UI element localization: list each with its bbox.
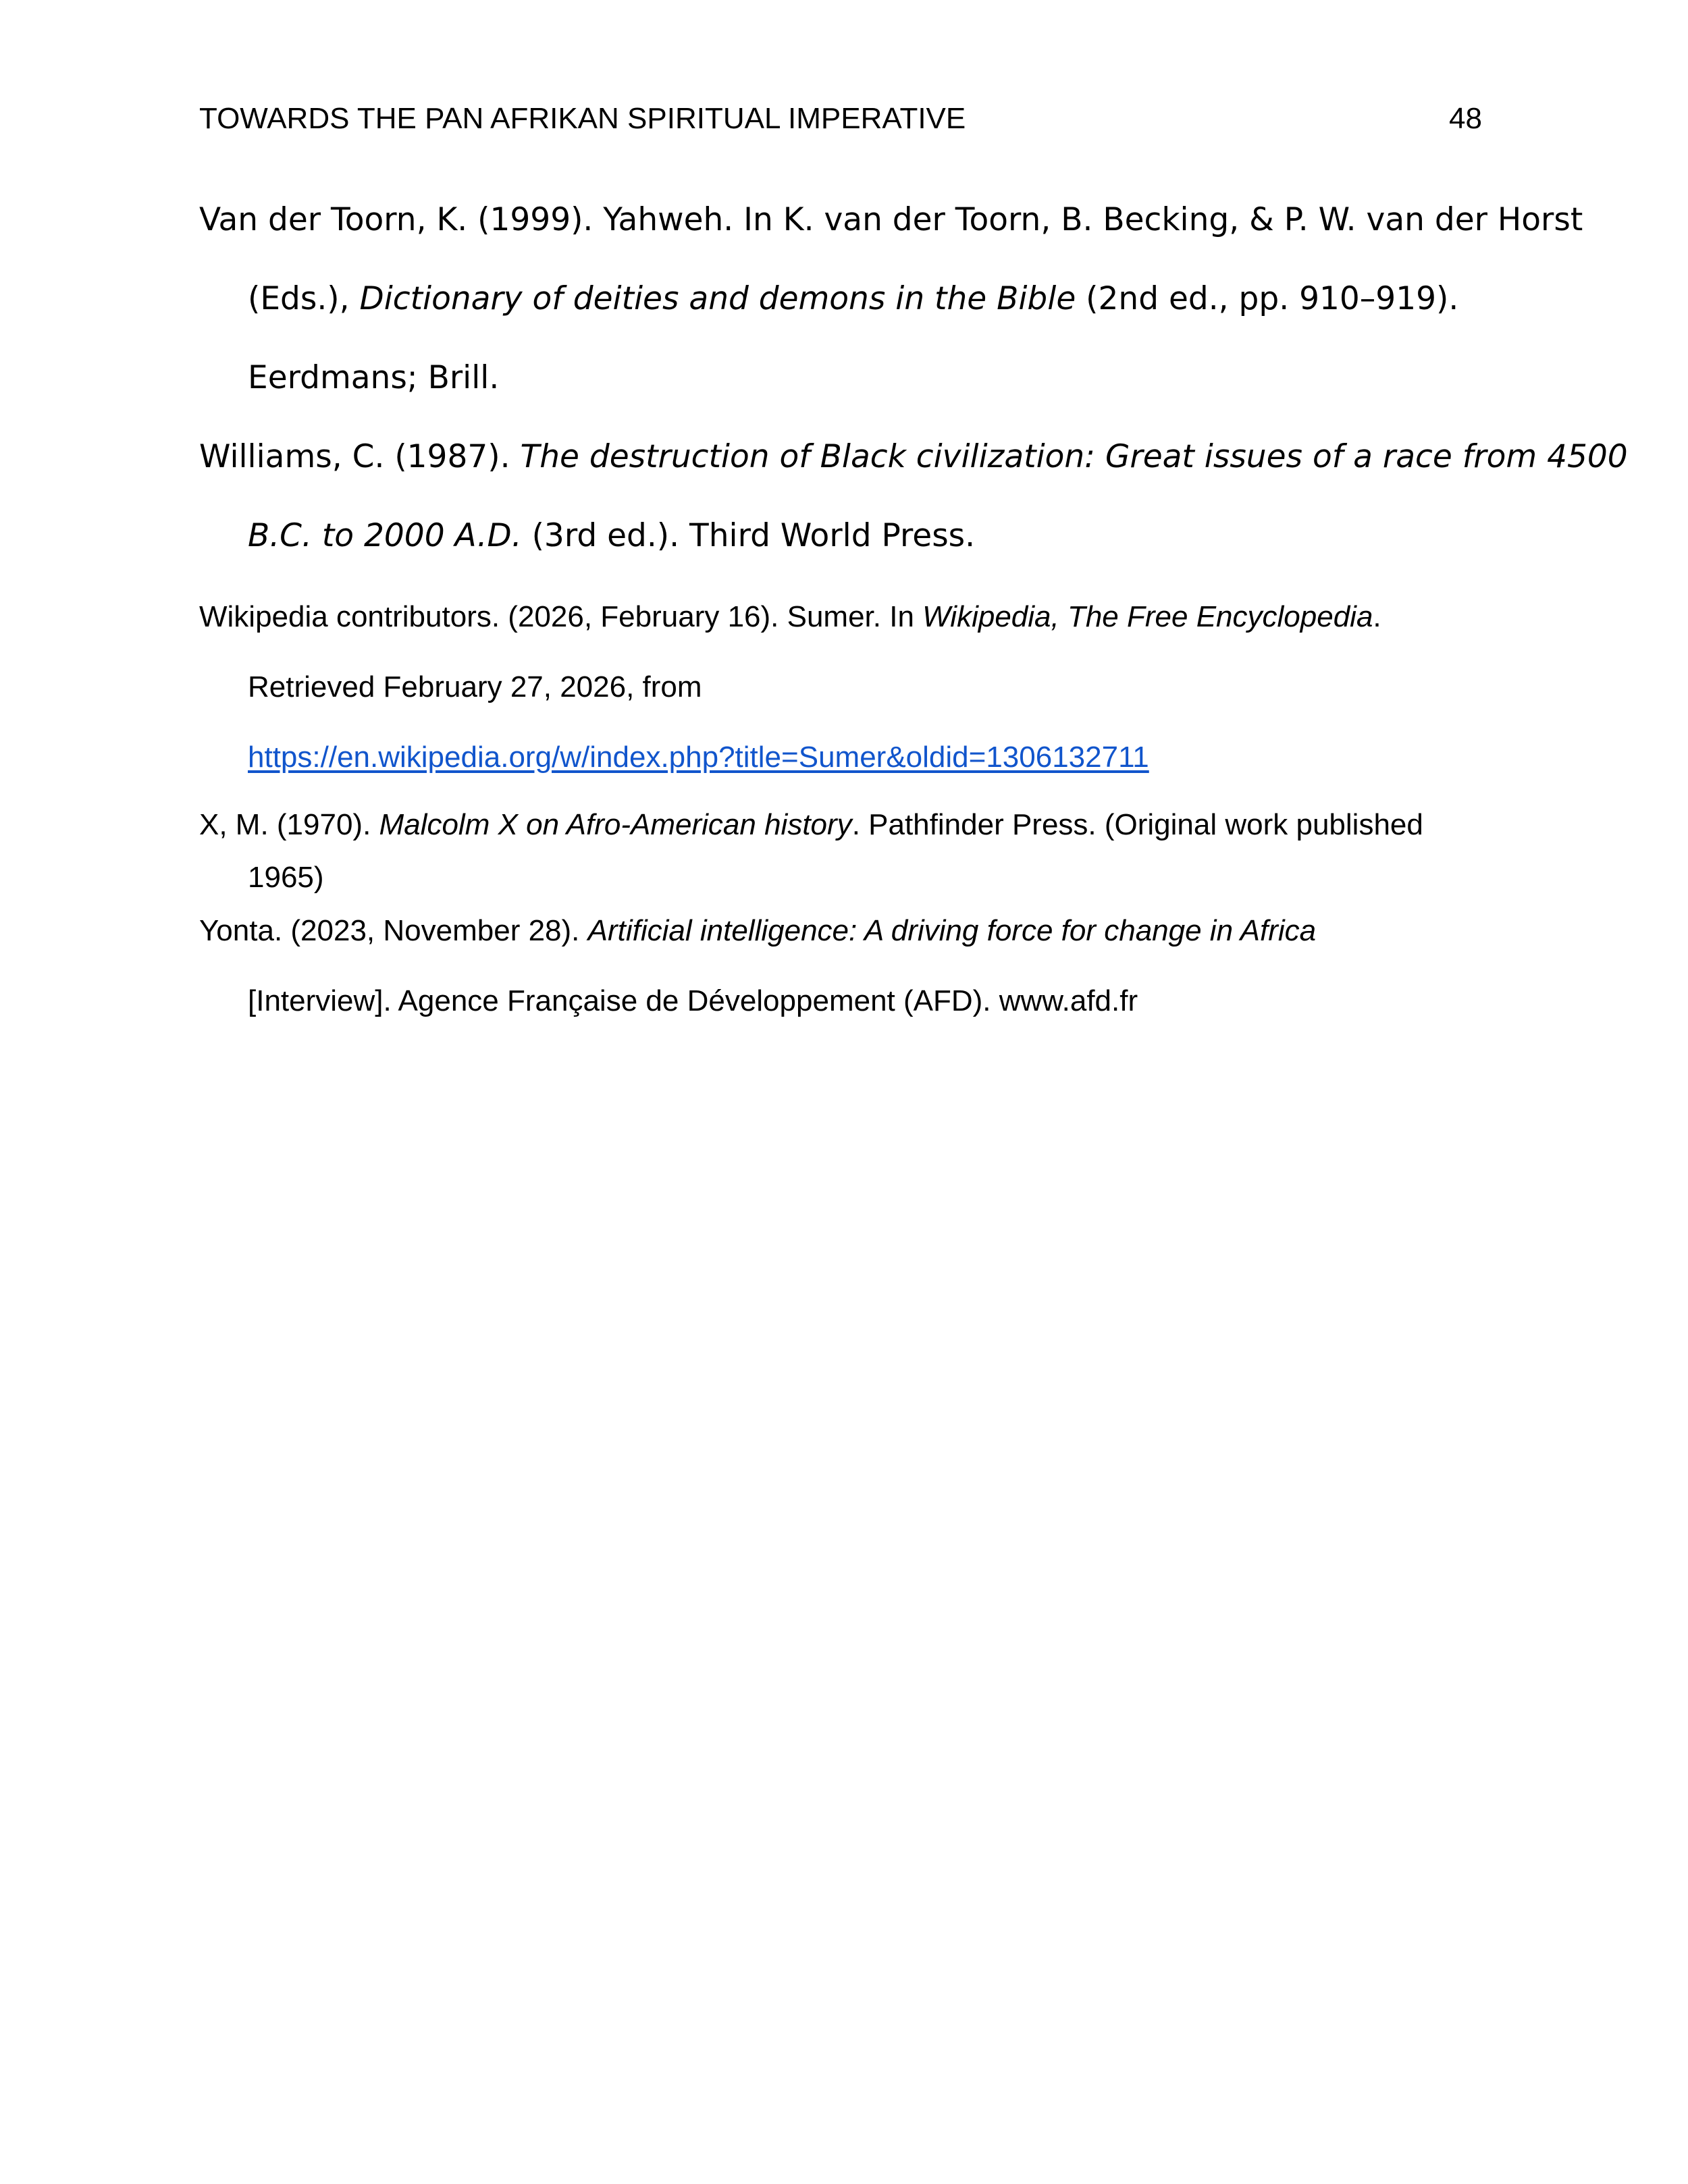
reference-text: Yonta. (2023, November 28). bbox=[199, 914, 588, 947]
reference-text: X, M. (1970). bbox=[199, 808, 379, 841]
reference-line bbox=[248, 966, 1138, 1036]
reference-line bbox=[199, 180, 1583, 259]
reference-text: Eerdmans; Brill. bbox=[248, 359, 500, 396]
running-head: TOWARDS THE PAN AFRIKAN SPIRITUAL IMPERATIVE bbox=[199, 102, 966, 135]
reference-title: B.C. to 2000 A.D. bbox=[248, 517, 522, 554]
reference-text: (3rd ed.). Third World Press. bbox=[521, 517, 976, 554]
page-header bbox=[199, 99, 1482, 139]
reference-line bbox=[248, 722, 1149, 793]
reference-text: . bbox=[1373, 600, 1381, 633]
reference-line bbox=[199, 582, 1381, 652]
reference-title: Wikipedia, The Free Encyclopedia bbox=[922, 600, 1373, 633]
reference-line bbox=[199, 896, 1316, 966]
wikipedia-url-link[interactable]: https://en.wikipedia.org/w/index.php?title=Sumer&oldid=1306132711 bbox=[248, 741, 1149, 774]
reference-vandertoorn bbox=[199, 180, 1583, 417]
reference-text: Williams, C. (1987). bbox=[199, 438, 521, 475]
reference-line bbox=[248, 259, 1458, 338]
reference-line bbox=[248, 652, 702, 722]
reference-text: (2nd ed., pp. 910–919). bbox=[1076, 280, 1459, 317]
reference-line bbox=[248, 496, 975, 575]
page-number: 48 bbox=[1449, 102, 1482, 135]
reference-text: (Eds.), bbox=[248, 280, 360, 317]
reference-title: Artificial intelligence: A driving force for change in Africa bbox=[587, 914, 1317, 947]
reference-text: . Pathfinder Press. (Original work published bbox=[851, 808, 1423, 841]
reference-text: Van der Toorn, K. (1999). Yahweh. In K. van der Toorn, B. Becking, & P. W. van der Horst bbox=[199, 201, 1583, 238]
reference-wikipedia bbox=[199, 582, 1496, 793]
reference-line bbox=[199, 799, 1423, 851]
reference-title: Dictionary of deities and demons in the Bible bbox=[359, 280, 1076, 317]
reference-line bbox=[199, 417, 1628, 496]
reference-text: Retrieved February 27, 2026, from bbox=[248, 670, 702, 703]
reference-text: Wikipedia contributors. (2026, February 16). Sumer. In bbox=[199, 600, 923, 633]
reference-williams bbox=[199, 417, 1628, 575]
reference-line bbox=[248, 338, 499, 417]
reference-yonta bbox=[199, 896, 1496, 1036]
reference-malcolm-x bbox=[199, 799, 1496, 904]
reference-text: [Interview]. Agence Française de Développement (AFD). www.afd.fr bbox=[248, 984, 1138, 1017]
reference-title: Malcolm X on Afro-American history bbox=[379, 808, 852, 841]
reference-title: The destruction of Black civilization: Great issues of a race from 4500 bbox=[520, 438, 1628, 475]
reference-text: 1965) bbox=[248, 861, 324, 894]
